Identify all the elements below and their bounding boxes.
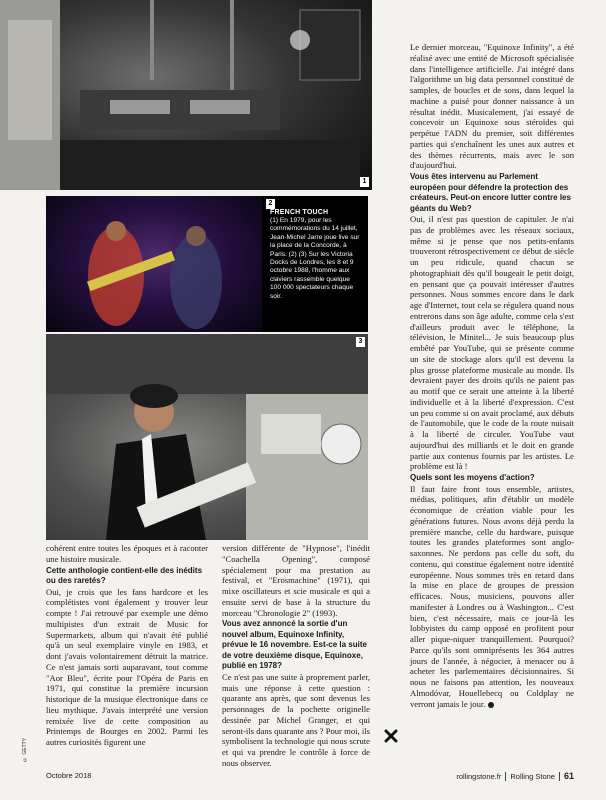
photo-number-3: 3 (356, 337, 365, 347)
photo-credit: © GETTY (22, 737, 28, 762)
paragraph (410, 484, 574, 710)
interview-question: Quels sont les moyens d'action? (410, 473, 535, 482)
end-of-article-icon (488, 702, 494, 708)
concert-stage-illustration (0, 0, 372, 190)
photo-number-1: 1 (360, 177, 369, 187)
photo-caption (262, 196, 368, 332)
photo-number-2: 2 (266, 199, 275, 209)
concert-photo-concorde (0, 0, 372, 190)
footer-site: rollingstone.fr (456, 771, 502, 781)
paragraph: cohérent entre toutes les époques et à raconter une histoire musicale. (46, 543, 208, 564)
interview-question: Vous avez annoncé la sortie d'un nouvel album, Equinoxe Infinity, prévue le 16 novembre. Est-ce la suite de votre deuxième disque, Equinoxe, publié en 1978? (222, 619, 367, 671)
paragraph: Oui, il n'est pas question de capituler. Je n'ai pas de problèmes avec les réseaux sociaux, même si je pense que nos petits-enfants trouveront rétrospectivement ce début de siècle un peu ridicule, quand chacun se photographiait dès qu'il bougeait le petit doigt, en pensant que ça pouvait intéresser d'autres personnes. Nous sommes encore dans le dark age d'Internet, tout cela se régulera quand nous entrerons dans son âge adulte, comme cela s'est d'ailleurs produit avec le téléphone, la télévision, le Minitel... Je suis beaucoup plus embêté par YouTube, qui se présente comme un site de stockage alors qu'il est devenu la plus grosse plateforme musicale au monde. Ils devraient payer des droits qu'ils ne paient pas au motif que ce serait une atteinte à la liberté individuelle et à la liberté d'expression. C'est un peu comme si on avait proclamé, aux débuts de l'automobile, que le code de la route nuisait à la liberté de circuler. YouTube vaut aujourd'hui des milliards et le doit en grande partie aux contenus fournis par les artistes. Le problème est là ! (410, 214, 574, 472)
page-number: 61 (563, 771, 574, 781)
footer-separator (559, 772, 560, 781)
cross-icon (384, 729, 398, 743)
article-column-right (410, 42, 574, 709)
footer-separator (505, 772, 506, 781)
paragraph: version différente de "Hypnose", l'inédit "Coachella Opening", composé spécialement pour ma prestation au festival, et "Erosmachine" (1971), qui mixe oscillateurs et scie musicale et qui a ensuite servi de base à la structure du morceau "Chronologie 2" (1993). (222, 543, 370, 618)
keytar-portrait-illustration (46, 334, 368, 540)
portrait-photo-keytar (46, 334, 368, 540)
footer-right (456, 771, 574, 781)
interview-question: Cette anthologie contient-elle des inédits ou des raretés? (46, 565, 203, 585)
footer-date: Octobre 2018 (46, 771, 92, 780)
paragraph: Le dernier morceau, "Equinoxe Infinity", a été réalisé avec une entité de Microsoft spécialisée dans l'intelligence artificielle. J'ai intégré dans l'algorithme un big data personnel constitué de samples, de boucles et de sons, dans lequel la machine a puisé pour donner naissance à un résultat inédit. Musicalement, j'ai essayé de concevoir un Equinoxe sous stéroïdes qui perpétue l'ADN du premier, soit différentes parties qui s'enchaînent les unes aux autres et des thèmes récurrents, mais avec le son d'aujourd'hui. (410, 42, 574, 171)
article-column-a (46, 543, 208, 748)
caption-text: (1) En 1979, pour les commémorations du 14 juillet, Jean-Michel Jarre joue live sur la place de la Concorde, à Paris. (2) (3) Sur les Victoria Docks de Londres, les 8 et 9 octobre 1988, l'homme aux claviers rassemble quelque 100 000 spectateurs chaque soir. (270, 217, 360, 300)
caption-title: FRENCH TOUCH (270, 209, 329, 216)
performers-illustration (46, 196, 262, 332)
paragraph: Oui, je crois que les fans hardcore et les complétistes vont également y trouver leur compte ! J'ai retrouvé par exemple une démo multipistes d'un extrait de Music for Supermarkets, album qui n'avait été publié qu'à un seul exemplaire vinyle en 1983, et dont j'avais volontairement détruit la matrice. Ce n'est jamais sorti auparavant, tout comme "Aor Bleu", écrite pour l'Opéra de Paris en 1971, qui constitue la première incursion historique de la musique électronique dans ce lieu mythique. J'avais interprété une version remixée live de cette composition au Printemps de Bourges en 2002. Parmi les autres curiosités figurent une (46, 586, 208, 747)
paragraph: Ce n'est pas une suite à proprement parler, mais une réponse à cette question : quarante ans après, que sont devenus les personnages de la pochette originelle dessinée par Michel Granger, et qui seront-ils dans quarante ans ? Pour moi, ils symbolisent la technologie qui nous scrute et qui va prendre le contrôle à force de nous observer. (222, 671, 370, 768)
concert-photo-docklands-performers (46, 196, 262, 332)
footer-magazine: Rolling Stone (510, 771, 555, 781)
interview-question: Vous êtes intervenu au Parlement européen pour défendre la protection des créateurs. Peut-on encore lutter contre les géants du Web? (410, 172, 571, 213)
paragraph-text: Il faut faire front tous ensemble, artistes, médias, politiques, afin d'établir un modèle économique de création viable pour les générations futures. Nous avons déjà perdu la première manche, celle du hardware, puisque toutes les grandes plateformes sont anglo-saxonnes. Ne perdons pas celle du soft, du contenu, qui constitue également notre identité européenne. Nous sommes très en retard dans la mise en place de groupes de pression efficaces. Nous, musiciens, pouvons aller manifester à Londres ou à Washington... C'est bien, c'est nécessaire, mais ce jour-là les lobbyistes du camp opposé en profitent pour aller pique-niquer tranquillement. Pourquoi? Parce qu'ils sont omniprésents les 364 autres jours de l'année, à négocier, à menacer ou à acheter les parlementaires décisionnaires. Si nous ne faisons pas attention, les nouveaux Almodóvar, Houellebecq ou Coldplay ne verront jamais le jour. (410, 483, 574, 709)
article-column-b (222, 543, 370, 769)
